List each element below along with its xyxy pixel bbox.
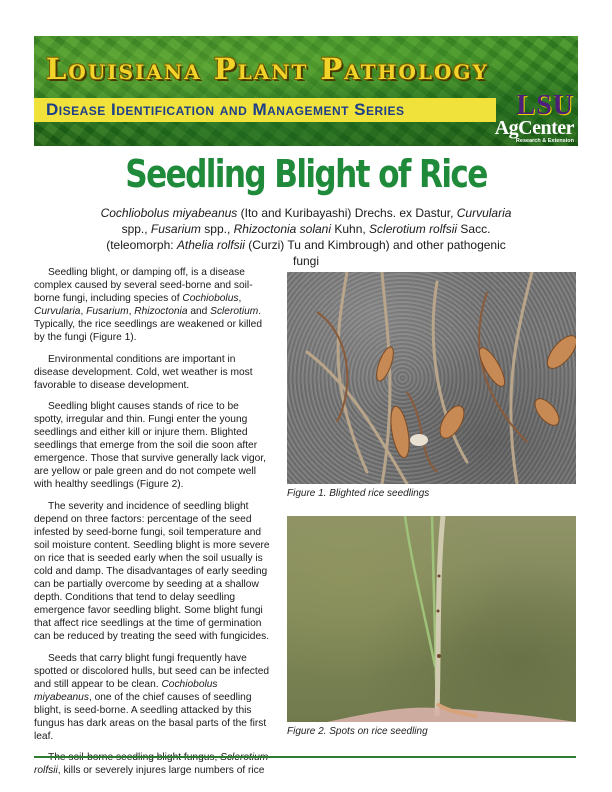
header-banner: [34, 36, 578, 146]
blighted-seedlings-photo: [287, 272, 576, 484]
body-paragraph: Environmental conditions are important in disease development. Cold, wet weather is most favorable to disease development.: [34, 353, 253, 391]
body-paragraph: The severity and incidence of seedling blight depend on three factors: percentage of the seed infested by seed-borne fungi, soil temperature and soil moisture content. Seedling blight is more severe on rice that is seeded early when the soil usually is cold and damp. The disadvantages of early seeding can be partially overcome by seeding at a shallow depth. Conditions that tend to delay seedling emergence favor seedling blight. Some blight fungi that affect rice seedlings at the time of germination can be reduced by treating the seed with fungicides.: [34, 500, 270, 643]
pathogen-list: Cochliobolus miyabeanus (Ito and Kuribayashi) Drechs. ex Dastur, Curvularia spp., Fusarium spp., Rhizoctonia solani Kuhn, Sclerotium rolfsii Sacc. (teleomorph: Athelia rolfsii (Curzi) Tu and Kimbrough) and other pathogenic fungi: [100, 206, 512, 268]
logo-agcenter-text: AgCenter: [494, 117, 574, 139]
seedling-illustration: [287, 516, 576, 722]
figure-1: [287, 272, 576, 499]
logo-lsu-text: LSU: [516, 90, 574, 121]
footer-rule: [34, 756, 576, 758]
logo-tagline: Research & Extension: [515, 138, 574, 144]
figure-1-caption: Figure 1. Blighted rice seedlings: [287, 488, 430, 499]
series-name: Disease Identification and Management Series: [46, 100, 405, 119]
document-title: Seedling Blight of Rice: [125, 152, 487, 196]
body-paragraph: Seedling blight causes stands of rice to be spotty, irregular and thin. Fungi enter the young seedlings and either kill or injure them. Blighted seedlings that emerge from the soil die soon after emergence. Those that survive generally lack vigor, are yellow or pale green and do not compete well with healthy seedlings (Figure 2).: [34, 400, 266, 491]
figure-2: [287, 516, 576, 737]
body-paragraph: Seedling blight, or damping off, is a disease complex caused by several seed-borne and soil-borne fungi, including species of Cochiobolus, Curvularia, Fusarium, Rhizoctonia and Sclerotium. Typically, the rice seedlings are weakened or killed by the fungi (Figure 1).: [34, 267, 263, 344]
lsu-agcenter-logo: [496, 90, 578, 146]
seedlings-illustration: [287, 272, 576, 484]
figure-2-caption: Figure 2. Spots on rice seedling: [287, 726, 428, 737]
spotted-seedling-photo: [287, 516, 576, 722]
body-paragraph: Seeds that carry blight fungi frequently have spotted or discolored hulls, but seed can be infected and still appear to be clean. Cochiobolus miyabeanus, one of the chief causes of seedling blight, is seed-borne. A seedling attacked by this fungus has dark areas on the basal parts of the first leaf.: [34, 652, 270, 743]
body-text-column: [34, 266, 270, 785]
body-paragraph: rolfsii, kills or severely injures large numbers of rice: [34, 765, 265, 777]
publication-title: Louisiana Plant Pathology: [46, 52, 489, 86]
